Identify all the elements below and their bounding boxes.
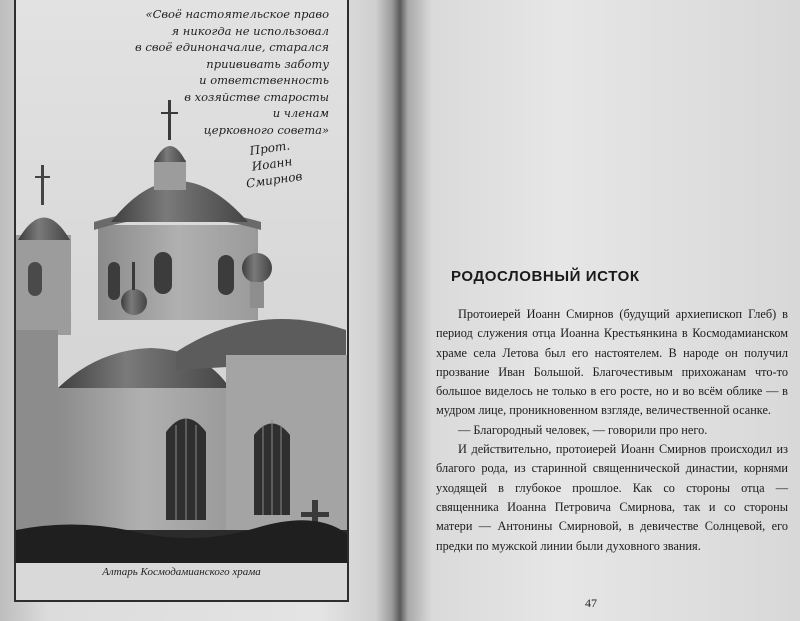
quote-text: «Своё настоятельское право я никогда не использовал в своё единоначалие, старался приививать заботу и ответственность в хозяйстве старосты и членам церковного совета» xyxy=(135,7,329,137)
left-page xyxy=(0,0,392,621)
quote-author: Прот. Иоанн Смирнов xyxy=(245,138,304,191)
paragraph: — Благородный человек, — говорили про него. xyxy=(458,422,708,437)
show-through-text xyxy=(431,0,781,250)
chapter-heading: РОДОСЛОВНЫЙ ИСТОК xyxy=(451,268,640,285)
right-page xyxy=(395,0,800,621)
page-number: 47 xyxy=(585,596,597,610)
paragraph: И действительно, протоиерей Иоанн Смирнов происходил из благого рода, из старинной священнической династии, корнями уходящей в глубокое прошлое. Как со стороны отца — священника Иоанна Петровича Смирнова, так и со стороны матери — Антонины Смирновой, в девичестве Солнцевой, его предки по мужской линии были духовного звания. xyxy=(436,442,788,553)
photo-frame xyxy=(14,0,349,602)
paragraph: Протоиерей Иоанн Смирнов (будущий архиепископ Глеб) в период служения отца Иоанна Крестьянкина в Космодамианском храме села Летова был его настоятелем. В народе он получил прозвание Иван Большой. Благочестивым прихожанам что-то большое виделось не только в его росте, но и во всём облике — в мудром лице, проникновенном взгляде, величественной осанке. xyxy=(436,307,788,418)
body-text xyxy=(436,305,788,556)
photo-caption: Алтарь Космодамианского храма xyxy=(102,566,261,578)
